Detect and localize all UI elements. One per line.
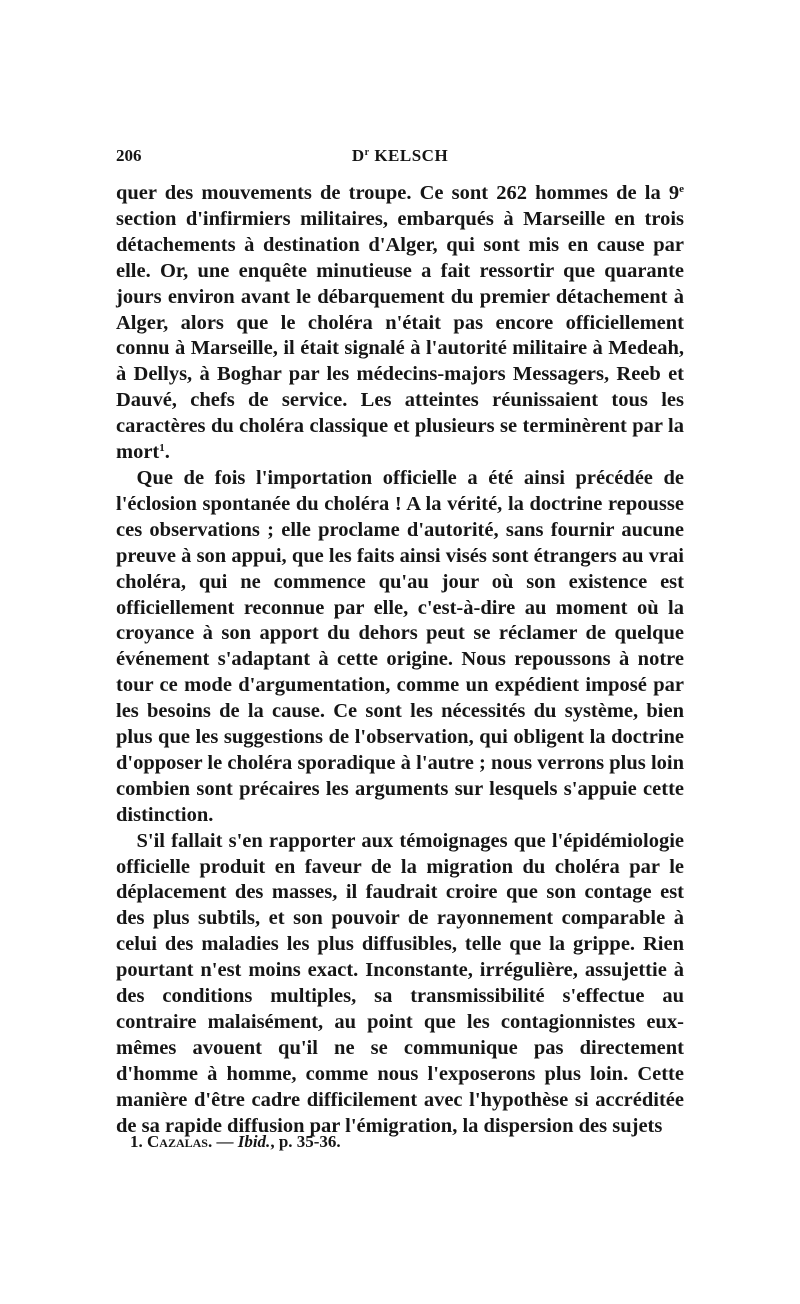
paragraph-1-text-continued: section d'infirmiers militaires, embarqués à Marseille en trois détachements à destination d'Alger, qui sont mis en cause par elle. Or, une enquête minutieuse a fait ressortir que quarante jours environ avant le débarquement du premier détachement à Alger, alors que le choléra n'était pas encore officiellement connu à Marseille, il était signalé à l'autorité militaire à Medeah, à Dellys, à Boghar par les médecins-majors Messagers, Reeb et Dauvé, chefs de service. Les atteintes réunissaient tous les caractères du choléra classique et plusieurs se terminèrent par la mort: [116, 207, 684, 464]
footnote-number: 1.: [130, 1132, 143, 1151]
paragraph-3: S'il fallait s'en rapporter aux témoignages que l'épidémiologie officielle produit en faveur de la migration du choléra par le déplacement des masses, il faudrait croire que son contage est des plus subtils, et son pouvoir de rayonnement comparable à celui des maladies les plus diffusibles, telle que la grippe. Rien pourtant n'est moins exact. Inconstante, irrégulière, assujettie à des conditions multiples, sa transmissibilité s'effectue au contraire malaisément, au point que les contagionnistes eux-mêmes avouent qu'il ne se communique pas directement d'homme à homme, comme nous l'exposerons plus loin. Cette manière d'être cadre difficilement avec l'hypothèse si accréditée de sa rapide diffusion par l'émigration, la dispersion des sujets: [116, 829, 684, 1137]
paragraph-1-text: quer des mouvements de troupe. Ce sont 262 hommes de la: [116, 182, 669, 204]
running-head-sup: r: [364, 147, 370, 158]
ordinal-suffix: e: [679, 183, 684, 195]
section-number: 9: [668, 182, 680, 204]
paragraph-1: [116, 181, 684, 466]
running-head-name: KELSCH: [369, 146, 449, 165]
running-head: [116, 146, 684, 166]
paragraph-1-end: .: [164, 441, 170, 464]
footnote-pages: , p. 35-36.: [270, 1132, 341, 1151]
body-text: [116, 181, 684, 1140]
paragraph-2: Que de fois l'importation officielle a été ainsi précédée de l'éclosion spontanée du choléra ! A la vérité, la doctrine repousse ces observations ; elle proclame d'autorité, sans fournir aucune preuve à son appui, que les faits ainsi visés sont étrangers au vrai choléra, qui ne commence qu'au jour où son existence est officiellement reconnue par elle, c'est-à-dire au moment où la croyance à son apport du dehors peut se réclamer de quelque événement s'adaptant à cette origine. Nous repoussons à notre tour ce mode d'argumentation, comme un expédient imposé par les besoins de la cause. Ce sont les nécessités du système, bien plus que les suggestions de l'observation, qui obligent la doctrine d'opposer le choléra sporadique à l'autre ; nous verrons plus loin combien sont précaires les arguments sur lesquels s'appuie cette distinction.: [116, 466, 684, 826]
page-header: [116, 146, 684, 172]
footnote-ibid: Ibid.: [237, 1132, 271, 1151]
footnote-author: Cazalas.: [147, 1132, 213, 1151]
footnote: [130, 1132, 684, 1152]
running-head-prefix: D: [351, 146, 365, 165]
footnote-reference: 1: [159, 442, 165, 455]
page-number: 206: [116, 146, 142, 165]
footnote-dash: —: [216, 1132, 234, 1151]
